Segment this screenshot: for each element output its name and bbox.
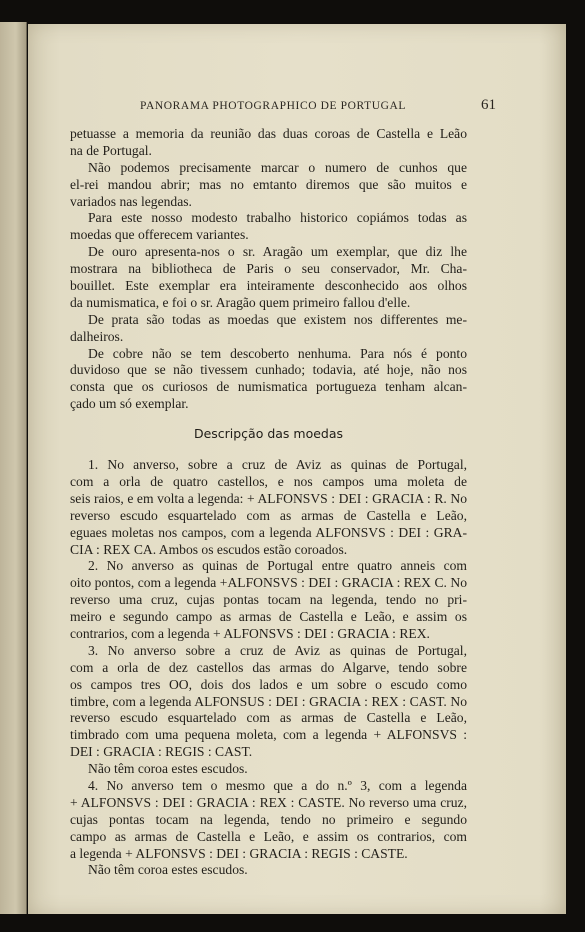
text-line: moedas que offerecem variantes. bbox=[70, 227, 249, 243]
text-line: el-rei mandou abrir; mas no emtanto diremos que são muitos e bbox=[70, 176, 467, 192]
coin-descriptions bbox=[70, 457, 467, 879]
paragraph bbox=[70, 643, 467, 761]
text-line: meiro e segundo campo as armas de Castella e Leão, e assim os bbox=[70, 609, 467, 625]
paragraph bbox=[70, 862, 467, 879]
text-line: dalheiros. bbox=[70, 328, 124, 344]
paragraph bbox=[70, 558, 467, 642]
paragraph bbox=[70, 126, 467, 160]
text-line: campo as armas de Castella e Leão, e assim os contrarios, com bbox=[70, 828, 467, 844]
paragraph bbox=[70, 778, 467, 862]
text-line: oito pontos, com a legenda +ALFONSVS : DEI : GRACIA : REX C. No bbox=[70, 575, 467, 591]
text-line: seis raios, e em volta a legenda: + ALFONSVS : DEI : GRACIA : R. No bbox=[70, 490, 467, 506]
page-number: 61 bbox=[481, 97, 496, 113]
text-line: com a orla de quatro castellos, e nos campos uma moleta de bbox=[70, 473, 467, 489]
text-line: petuasse a memoria da reunião das duas coroas de Castella e Leão bbox=[70, 126, 467, 141]
text-line: De cobre não se tem descoberto nenhuma. Para nós é ponto bbox=[88, 345, 467, 361]
text-line: bouillet. Este exemplar era inteiramente desconhecido aos olhos bbox=[70, 278, 467, 294]
text-line: duvidoso que se não tivessem cunhado; todavia, até hoje, não nos bbox=[70, 362, 467, 378]
text-line: De ouro apresenta-nos o sr. Aragão um exemplar, que diz lhe bbox=[88, 244, 467, 260]
text-line: a legenda + ALFONSVS : DEI : GRACIA : REGIS : CASTE. bbox=[70, 845, 408, 861]
text-line: cujas pontas tocam na legenda, tendo no primeiro e segundo bbox=[70, 811, 467, 827]
paragraph bbox=[70, 312, 467, 346]
page-header bbox=[70, 99, 496, 119]
text-line: 3. No anverso sobre a cruz de Aviz as quinas de Portugal, bbox=[88, 642, 467, 658]
paragraph bbox=[70, 346, 467, 414]
text-line: Para este nosso modesto trabalho historico copiámos todas as bbox=[88, 210, 467, 226]
text-line: consta que os curiosos de numismatica portugueza tenham alcan- bbox=[70, 379, 467, 395]
text-line: reverso escudo esquartelado com as armas de Castella e Leão, bbox=[70, 710, 467, 726]
running-title: PANORAMA PHOTOGRAPHICO DE PORTUGAL bbox=[140, 100, 407, 112]
text-line: contrarios, com a legenda + ALFONSVS : DEI : GRACIA : REX. bbox=[70, 625, 430, 641]
text-line: çado um só exemplar. bbox=[70, 396, 189, 412]
facing-page-edge bbox=[0, 22, 27, 914]
text-line: na de Portugal. bbox=[70, 142, 152, 158]
text-line: + ALFONSVS : DEI : GRACIA : REX : CASTE. No reverso uma cruz, bbox=[70, 794, 467, 810]
text-line: 4. No anverso tem o mesmo que a do n.º 3, com a legenda bbox=[88, 777, 467, 793]
paragraph bbox=[70, 457, 467, 558]
page-body bbox=[70, 126, 467, 879]
text-line: os campos tres OO, dois dos lados e um sobre o escudo como bbox=[70, 676, 467, 692]
text-line: 1. No anverso, sobre a cruz de Aviz as quinas de Portugal, bbox=[88, 457, 467, 473]
text-line: da numismatica, e foi o sr. Aragão quem primeiro fallou d'elle. bbox=[70, 294, 411, 310]
text-line: reverso escudo esquartelado com as armas de Castella e Leão, bbox=[70, 507, 467, 523]
text-line: eguaes moletas nos campos, com a legenda ALFONSVS : DEI : GRA- bbox=[70, 524, 467, 540]
paragraph bbox=[70, 244, 467, 312]
text-line: Não podemos precisamente marcar o numero de cunhos que bbox=[88, 159, 467, 175]
text-line: De prata são todas as moedas que existem nos differentes me- bbox=[88, 311, 467, 327]
text-line: timbre, com a legenda ALFONSUS : DEI : GRACIA : REX : CAST. No bbox=[70, 693, 467, 709]
text-line: DEI : GRACIA : REGIS : CAST. bbox=[70, 744, 253, 760]
text-line: com a orla de dez castellos das armas do Algarve, tendo sobre bbox=[70, 659, 467, 675]
paragraph bbox=[70, 210, 467, 244]
text-line: timbrado com uma pequena moleta, com a legenda + ALFONSVS : bbox=[70, 727, 467, 743]
paragraph bbox=[70, 160, 467, 211]
text-line: Não têm coroa estes escudos. bbox=[88, 761, 248, 777]
intro-section bbox=[70, 126, 467, 413]
text-line: Não têm coroa estes escudos. bbox=[88, 862, 248, 878]
text-line: mostrara na bibliotheca de Paris o seu conservador, Mr. Cha- bbox=[70, 261, 467, 277]
text-line: 2. No anverso as quinas de Portugal entre quatro anneis com bbox=[88, 558, 467, 574]
paragraph bbox=[70, 761, 467, 778]
text-line: CIA : REX CA. Ambos os escudos estão coroados. bbox=[70, 541, 348, 557]
section-heading: Descripção das moedas bbox=[193, 426, 344, 442]
text-line: reverso uma cruz, cujas pontas tocam na legenda, tendo no pri- bbox=[70, 592, 467, 608]
text-line: variados nas legendas. bbox=[70, 193, 192, 209]
